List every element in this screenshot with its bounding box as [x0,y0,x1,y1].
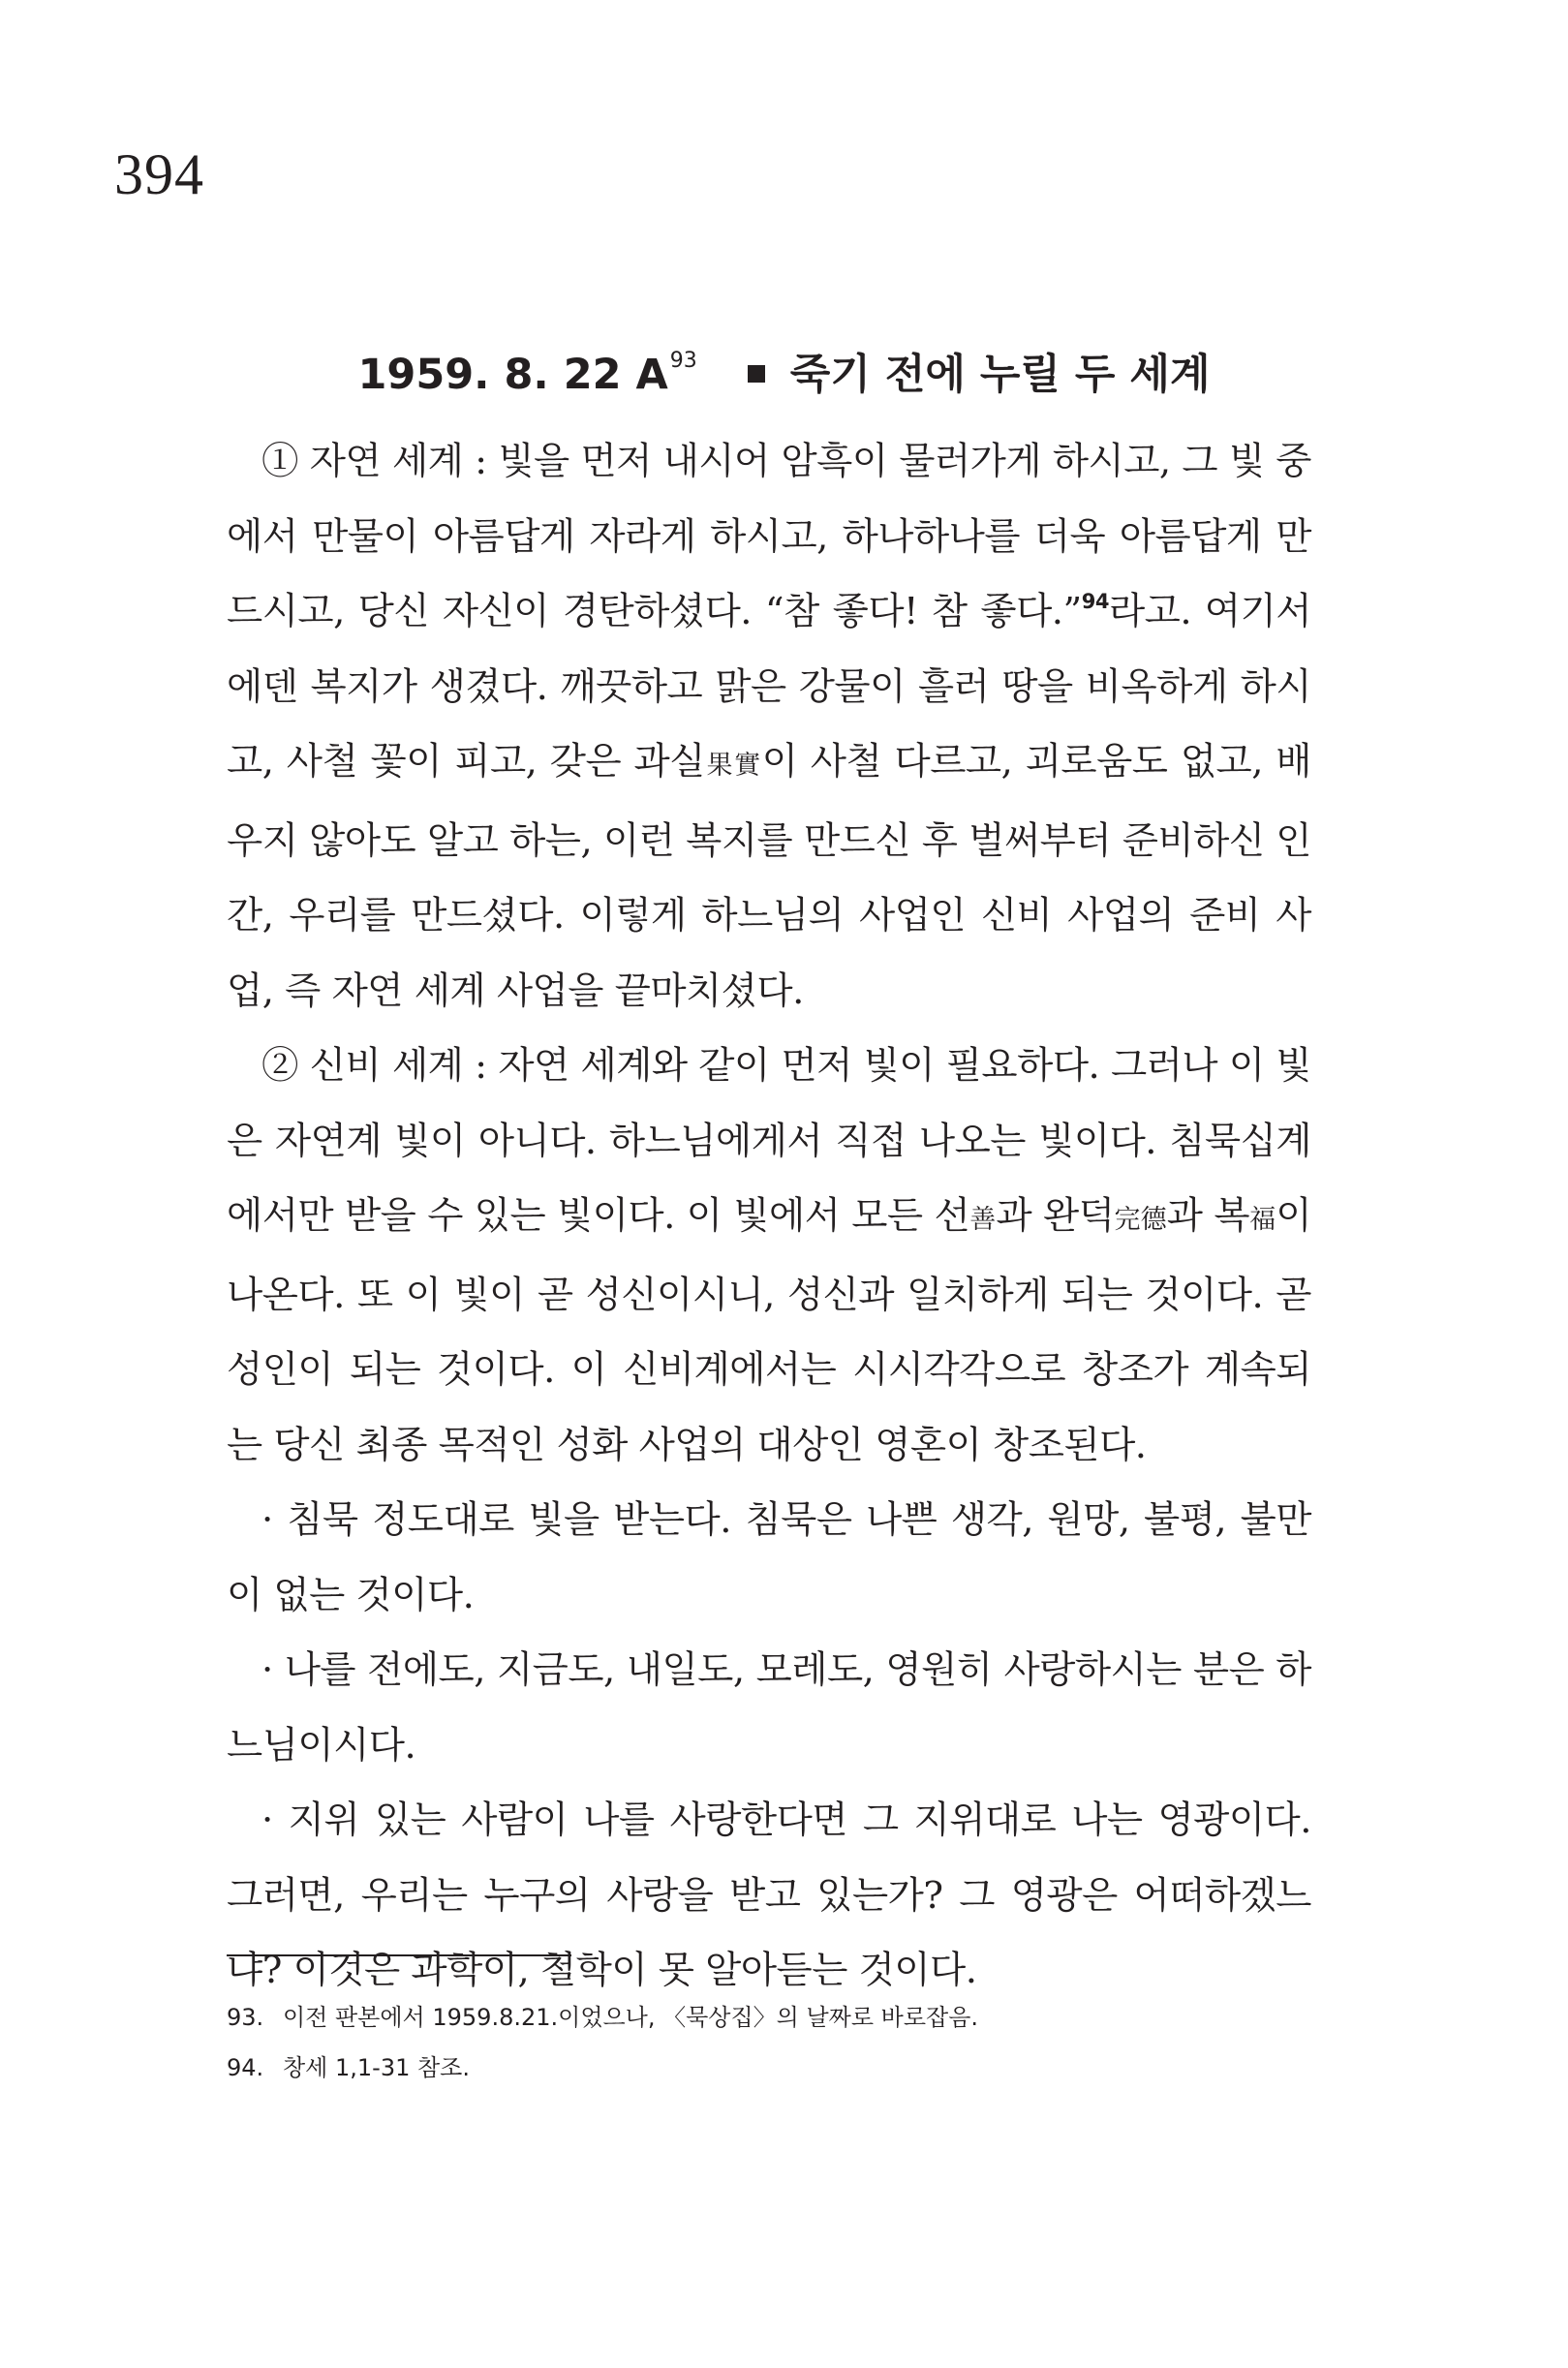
footnote-text: 이전 판본에서 1959.8.21.이었으나, 〈묵상집〉의 날짜로 바로잡음. [283,2004,979,2031]
paragraph-text: ② 신비 세계 : 자연 세계와 같이 먼저 빛이 필요하다. 그러나 이 빛은 자연계 빛이 아니다. 하느님에게서 직접 나오는 빛이다. 침묵십계에서만 받을 수 있는 빛이다. 이 빛에서 모든 선 [227,1044,1311,1238]
paragraph-natural-world [227,424,1311,1029]
footnotes [227,1992,1311,2093]
section-heading [0,341,1568,409]
paragraph-text: ① 자연 세계 : 빛을 먼저 내시어 암흑이 물러가게 하시고, 그 빛 중에서 만물이 아름답게 자라게 하시고, 하나하나를 더욱 아름답게 만드시고, 당신 자신이 경탄하셨다. “참 좋다! 참 좋다.” [227,440,1311,633]
heading-date: 1959. 8. 22 A [357,351,668,399]
footnote-93 [227,1992,1311,2043]
hanja-gloss: 果實 [704,751,762,781]
footnote-divider [227,1954,571,1956]
paragraph-text: 이 나온다. 또 이 빛이 곧 성신이시니, 성신과 일치하게 되는 것이다. 곧 성인이 되는 것이다. 이 신비계에서는 시시각각으로 창조가 계속되는 당신 최종 목적인 성화 사업의 대상인 영혼이 창조된다. [227,1194,1312,1467]
body-text [227,424,1311,2009]
page-number: 394 [114,142,204,206]
footnote-ref-94[interactable]: 94 [1081,590,1109,613]
footnote-text: 창세 1,1-31 참조. [283,2054,470,2081]
paragraph-text: 과 복 [1166,1194,1250,1238]
paragraph-text: 이 사철 다르고, 괴로움도 없고, 배우지 않아도 알고 하는, 이런 복지를 만드신 후 벌써부터 준비하신 인간, 우리를 만드셨다. 이렇게 하느님의 사업인 신비 사업의 준비 사업, 즉 자연 세계 사업을 끝마치셨다. [227,740,1312,1013]
paragraph-text: 라고. 여기서 에덴 복지가 생겼다. 깨끗하고 맑은 강물이 흘러 땅을 비옥하게 하시고, 사철 꽃이 피고, 갖은 과실 [227,590,1311,784]
heading-title: 죽기 전에 누릴 두 세계 [789,351,1211,399]
paragraph-text: 과 완덕 [996,1194,1115,1238]
hanja-gloss: 福 [1249,1205,1276,1235]
hanja-gloss: 善 [969,1205,997,1235]
footnote-94 [227,2043,1311,2093]
heading-footnote-ref[interactable]: 93 [669,349,697,373]
footnote-number: 94. [227,2054,264,2081]
paragraph-silence: · 침묵 정도대로 빛을 받는다. 침묵은 나쁜 생각, 원망, 불평, 불만이 없는 것이다. [227,1498,1311,1617]
hanja-gloss: 完德 [1114,1205,1167,1235]
footnote-number: 93. [227,2004,264,2031]
paragraph-mystic-world [227,1029,1311,1483]
square-bullet-icon [748,365,765,383]
paragraph-gods-love: · 나를 전에도, 지금도, 내일도, 모레도, 영원히 사랑하시는 분은 하느님이시다. [227,1648,1311,1768]
paragraph-glory: · 지위 있는 사람이 나를 사랑한다면 그 지위대로 나는 영광이다. 그러면, 우리는 누구의 사랑을 받고 있는가? 그 영광은 어떠하겠느냐? 이것은 과학이, 철학이 못 알아듣는 것이다. [227,1799,1311,1992]
